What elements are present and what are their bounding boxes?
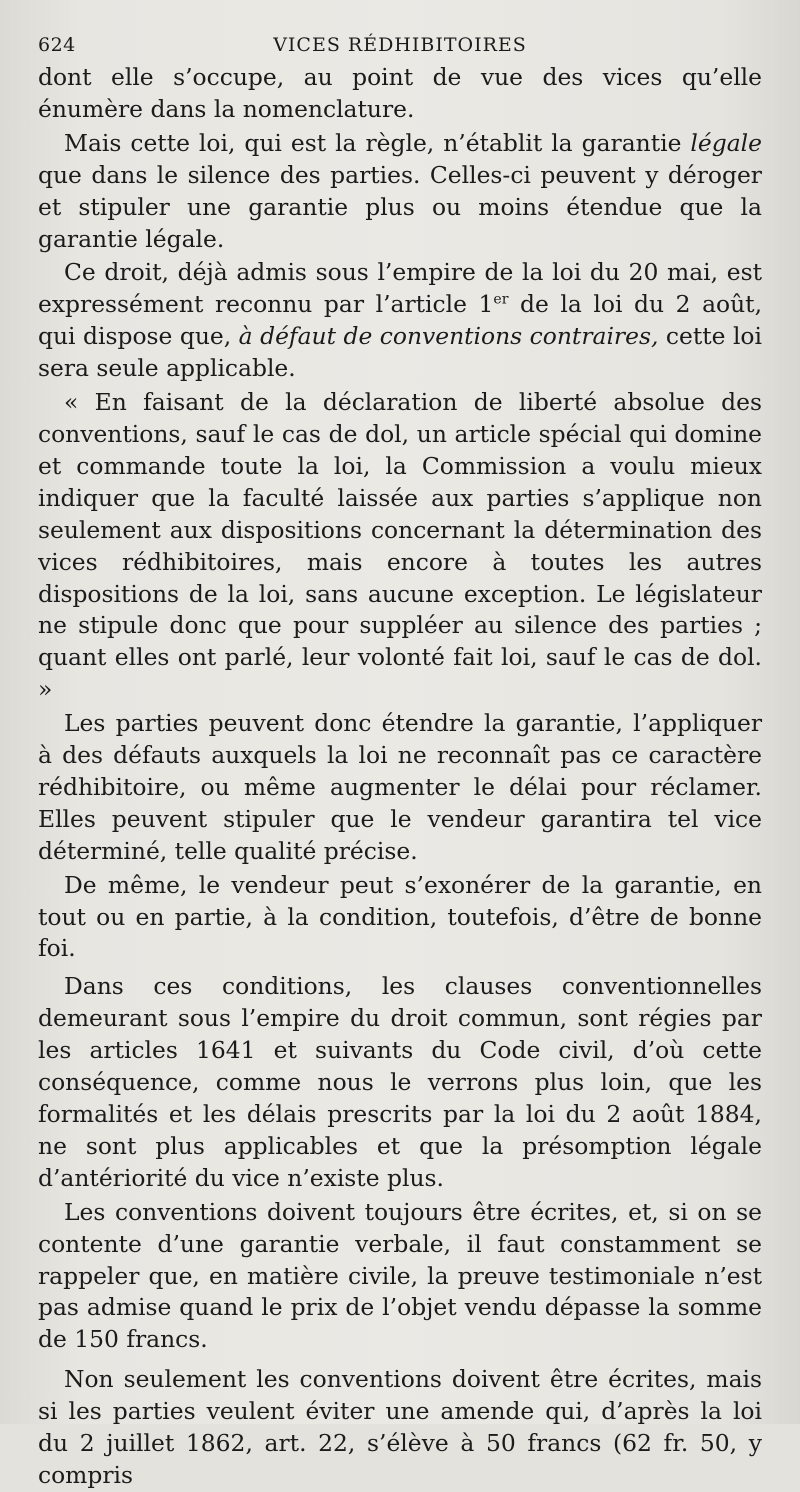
- paragraph: Mais cette loi, qui est la règle, n’établit la garantie légale que dans le silence des parties. Celles-ci peuvent y déroger et stipuler une garantie plus ou moins étendue que la garantie légale.: [38, 128, 762, 253]
- italic-phrase: à défaut de conventions contraires,: [238, 322, 659, 351]
- paragraph: Dans ces conditions, les clauses conventionnelles demeurant sous l’empire du droit commun, sont régies par les articles 1641 et suivants du Code civil, d’où cette conséquence, comme nous le verrons plus loin, que les formalités et les délais prescrits par la loi du 2 août 1884, ne sont plus applicables et que la présomption légale d’antériorité du vice n’existe plus.: [38, 972, 762, 1192]
- paragraph: « En faisant de la déclaration de liberté absolue des conventions, sauf le cas de dol, un article spécial qui domine et commande toute la loi, la Commission a voulu mieux indiquer que la faculté laissée aux parties s’applique non seulement aux dispositions concernant la détermination des vices rédhibitoires, mais encore à toutes les autres dispositions de la loi, sans aucune exception. Le législateur ne stipule donc que pour suppléer au silence des parties ; quant elles ont parlé, leur volonté fait loi, sauf le cas de dol. »: [38, 388, 762, 704]
- paragraph: dont elle s’occupe, au point de vue des vices qu’elle énumère dans la nomenclature.: [38, 63, 762, 123]
- page-number: 624: [38, 34, 76, 56]
- body-text: [38, 62, 762, 1492]
- paragraph: Ce droit, déjà admis sous l’empire de la loi du 20 mai, est expressément reconnu par l’article 1er de la loi du 2 août, qui dispose que, à défaut de conventions contraires, cette loi sera seule applicable.: [38, 258, 763, 383]
- paragraph: De même, le vendeur peut s’exonérer de la garantie, en tout ou en partie, à la condition, toutefois, d’être de bonne foi.: [38, 870, 762, 963]
- italic-term: légale: [690, 128, 762, 157]
- paragraph: Non seulement les conventions doivent être écrites, mais si les parties veulent éviter une amende qui, d’après la loi du 2 juillet 1862, art. 22, s’élève à 50 francs (62 fr. 50, y compris: [38, 1365, 762, 1489]
- superscript: er: [493, 291, 509, 308]
- running-title: VICES RÉDHIBITOIRES: [273, 34, 527, 56]
- paragraph: Les conventions doivent toujours être écrites, et, si on se contente d’une garantie verbale, il faut constamment se rappeler que, en matière civile, la preuve testimoniale n’est pas admise quand le prix de l’objet vendu dépasse la somme de 150 francs.: [38, 1197, 762, 1354]
- paragraph: Les parties peuvent donc étendre la garantie, l’appliquer à des défauts auxquels la loi ne reconnaît pas ce caractère rédhibitoire, ou même augmenter le délai pour réclamer. Elles peuvent stipuler que le vendeur garantira tel vice déterminé, telle qualité précise.: [38, 709, 762, 865]
- page-header: [38, 28, 762, 62]
